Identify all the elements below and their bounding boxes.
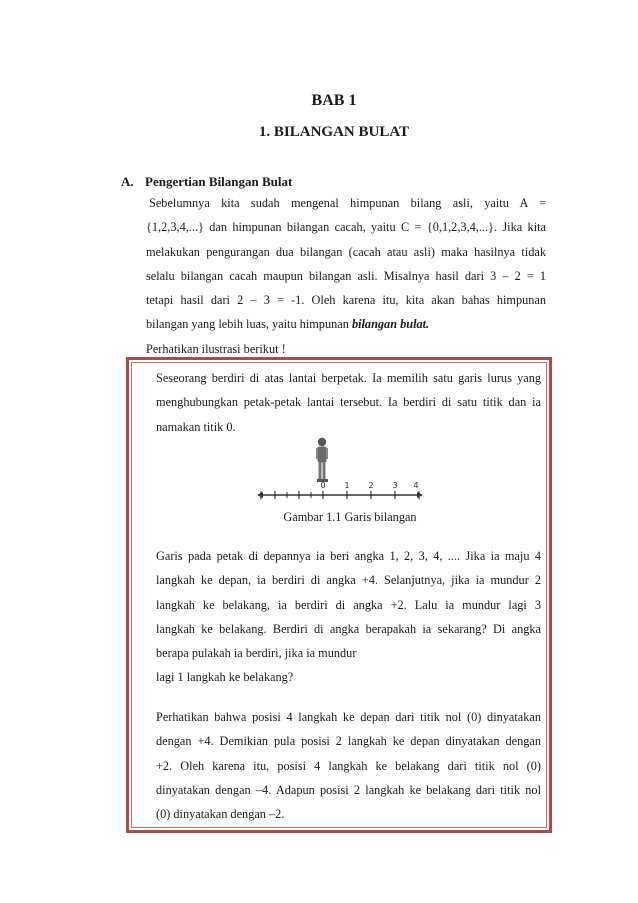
chapter-heading: BAB 1 — [311, 92, 357, 109]
person-leg-right — [323, 462, 326, 480]
box-line: langkah ke belakang, ia berdiri di angka +2. Lalu ia mundur lagi 3 — [156, 597, 541, 612]
box-paragraph-3 — [156, 705, 541, 826]
intro-line-text: bilangan yang lebih luas, yaitu himpunan — [146, 317, 352, 332]
intro-line: tetapi hasil dari 2 – 3 = -1. Oleh karena itu, kita akan bahas himpunan — [146, 293, 546, 308]
person-head — [318, 438, 326, 446]
number-line-figure — [256, 432, 424, 512]
box-line: langkah ke belakang. Berdiri di angka berapakah ia sekarang? Di angka — [156, 621, 541, 636]
intro-closing: Perhatikan ilustrasi berikut ! — [146, 341, 286, 356]
box-line: menghubungkan petak-petak lantai tersebut. Ia berdiri di satu titik dan ia — [156, 395, 541, 410]
box-line: dengan +4. Demikian pula posisi 2 langkah ke depan dinyatakan dengan — [156, 734, 541, 749]
chapter-title: 1. BILANGAN BULAT — [258, 124, 410, 140]
box-line: (0) dinyatakan dengan –2. — [156, 807, 285, 822]
box-line: Perhatikan bahwa posisi 4 langkah ke depan dari titik nol (0) dinyatakan — [156, 710, 541, 724]
person-arm-right — [326, 448, 328, 459]
person-leg-left — [319, 462, 322, 480]
number-line-right-arrow — [417, 492, 423, 498]
box-line: +2. Oleh karena itu, posisi 4 langkah ke belakang dari titik nol (0) — [156, 758, 541, 773]
person-figure — [316, 438, 328, 482]
tick-labels — [320, 481, 418, 490]
box-paragraph-1 — [156, 366, 541, 439]
section-letter: A. — [121, 174, 134, 189]
box-line: lagi 1 langkah ke belakang? — [156, 670, 294, 685]
box-line: namakan titik 0. — [156, 419, 236, 434]
person-arm-left — [316, 448, 318, 459]
intro-line — [146, 312, 546, 336]
box-line: Seseorang berdiri di atas lantai berpetak. Ia memilih satu garis lurus yang — [156, 371, 541, 385]
person-body — [318, 447, 327, 463]
section-title: Pengertian Bilangan Bulat — [145, 174, 293, 189]
intro-line: Sebelumnya kita sudah mengenal himpunan bilang asli, yaitu A = — [149, 196, 546, 210]
box-paragraph-2 — [156, 544, 541, 690]
tick-label-4: 4 — [413, 481, 419, 490]
tick-label-3: 3 — [392, 481, 398, 490]
number-line-left-arrow — [257, 492, 263, 498]
intro-line: {1,2,3,4,...} dan himpunan bilangan cacah, yaitu C = {0,1,2,3,4,...}. Jika kita — [146, 220, 546, 235]
box-line: Garis pada petak di depannya ia beri angka 1, 2, 3, 4, .... Jika ia maju 4 — [156, 549, 541, 563]
intro-line: selalu bilangan cacah maupun bilangan asli. Misalnya hasil dari 3 – 2 = 1 — [146, 268, 546, 283]
tick-label-0: 0 — [320, 481, 326, 490]
tick-label-2: 2 — [368, 481, 374, 490]
section-heading — [121, 174, 292, 190]
intro-paragraph — [146, 191, 546, 361]
figure-caption: Gambar 1.1 Garis bilangan — [283, 510, 417, 524]
emphasis-text: bilangan bulat. — [351, 317, 430, 332]
box-line: langkah ke depan, ia berdiri di angka +4. Selanjutnya, jika ia mundur 2 — [156, 573, 541, 588]
intro-line: melakukan pengurangan dua bilangan (cacah atau asli) maka hasilnya tidak — [146, 244, 546, 259]
box-line: dinyatakan dengan –4. Adapun posisi 2 langkah ke belakang dari titik nol — [156, 782, 541, 797]
box-line: berapa pulakah ia berdiri, jika ia mundur — [156, 646, 357, 661]
tick-label-1: 1 — [344, 481, 350, 490]
